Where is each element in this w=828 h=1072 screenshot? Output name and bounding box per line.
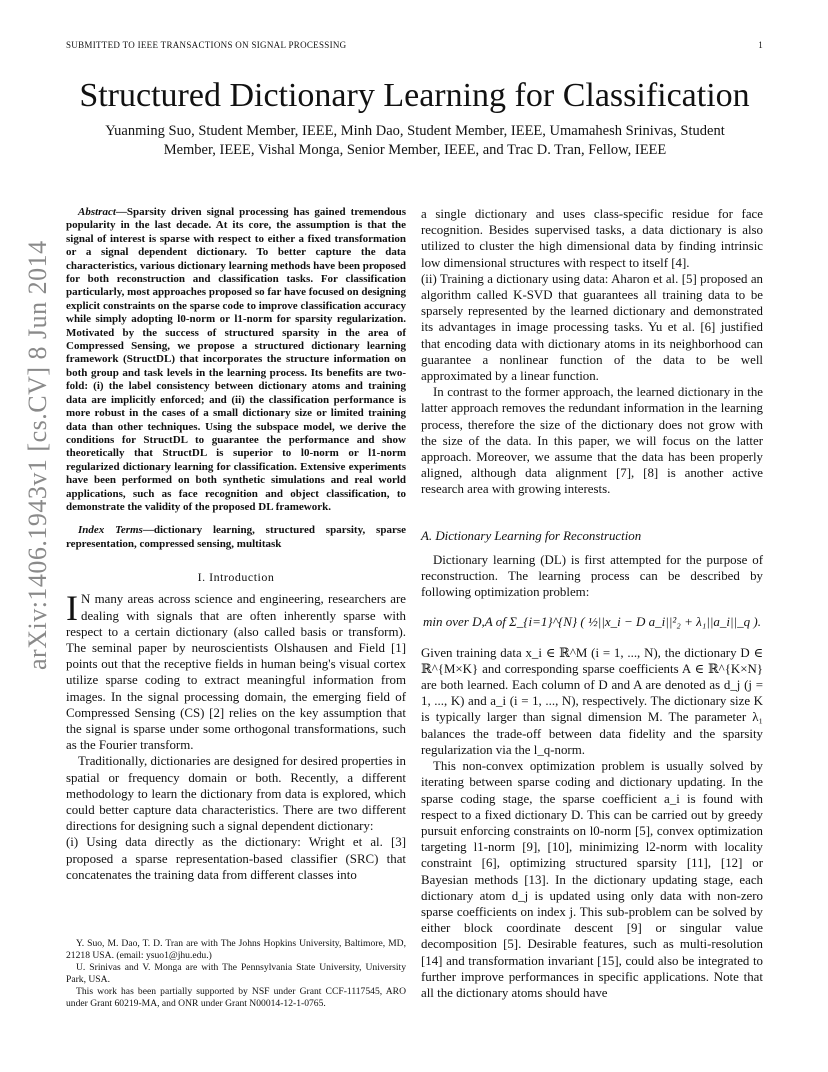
index-terms-heading: Index Terms [78, 524, 143, 537]
abstract-text: —Sparsity driven signal processing has gained tremendous popularity in the last decade. At its core, the assumption is that the signal of interest is sparse with respect to either a fixed transformation or a signal dependent dictionary. To better capture the data characteristics, various dictionary learning methods have been proposed for both reconstruction and classification tasks. For classification particularly, most approaches proposed so far have focused on designing explicit constraints on the sparse code to improve classification accuracy while simply adopting l0-norm or l1-norm for sparsity regularization. Motivated by the success of structured sparsity in the area of Compressed Sensing, we propose a structured dictionary learning framework (StructDL) that incorporates the structure information on both group and task levels in the learning process. Its benefits are two-fold: (i) the label consistency between dictionary atoms and training data are implicitly enforced; and (ii) the classification performance is more robust in the cases of a small dictionary size or limited training data than other techniques. Using the subspace model, we derive the conditions for StructDL to guarantee the performance and show theoretically that StructDL is superior to l0-norm or l1-norm regularized dictionary learning for classification. Extensive experiments have been performed on both synthetic simulations and real world applications, such as face recognition and object classification, to demonstrate the validity of the proposed DL framework. [66, 206, 406, 513]
section-heading-introduction: I. Introduction [197, 570, 275, 585]
author-list [80, 122, 750, 160]
paper-title: Structured Dictionary Learning for Classification [79, 77, 750, 114]
right-paragraph-5: Given training data x_i ∈ ℝ^M (i = 1, ..., N), the dictionary D ∈ ℝ^{M×K} and corresponding sparse coefficients A ∈ ℝ^{K×N} are both learned. Each column of D and A are denoted as d_j (j = 1, ..., K) and a_i (i = 1, ..., N), respectively. The dictionary size K is typically larger than signal dimension M. The parameter λ₁ balances the trade-off between data fidelity and the sparsity regularization via the l_q-norm. [421, 645, 763, 757]
intro-paragraph-3: (i) Using data directly as the dictionary: Wright et al. [3] proposed a sparse representation-based classifier (SRC) that concatenates the training data from different classes into [66, 835, 406, 882]
arxiv-stamp: arXiv:1406.1943v1 [cs.CV] 8 Jun 2014 [23, 240, 52, 670]
right-paragraph-6: This non-convex optimization problem is usually solved by iterating between sparse coding and dictionary updating. In the sparse coding stage, the sparse coefficient a_i is found with respect to a fixed dictionary D. This can be carried out by greedy pursuit enforcing constraints on l0-norm [5], convex optimization targeting l1-norm [9], [10], minimizing l2-norm with locality constraint [6], optimizing structured sparsity [11], [12] or Bayesian methods [13]. In the dictionary updating stage, each dictionary atom d_j is updated using only data with non-zero sparse coefficients on index j. This sub-problem can be solved by either block coordinate descent [9] or singular value decomposition [5]. Desirable features, such as multi-resolution [14] and transformation invariant [15], could also be integrated to further improve performances in specific applications. Note that all the dictionary atoms should have [421, 759, 763, 1000]
right-column [421, 206, 763, 1001]
footnote-affiliation-jhu: Y. Suo, M. Dao, T. D. Tran are with The Johns Hopkins University, Baltimore, MD, 21218 USA. (email: ysuo1@jhu.edu.) [66, 938, 406, 961]
footnotes [66, 938, 406, 1010]
running-head [66, 40, 763, 50]
intro-paragraph-2: Traditionally, dictionaries are designed for desired properties in spatial or frequency domain or both. Recently, a different methodology to learn the dictionary from data is explored, which could better capture data characteristics. There are two different directions for designing such a signal dependent dictionary: [66, 754, 406, 834]
left-column [66, 206, 406, 883]
right-paragraph-1: a single dictionary and uses class-specific residue for face recognition. Besides supervised tasks, a data dictionary is also utilized to cluster the high dimensional data by finding intrinsic low dimensional structures with respect to itself [4]. [421, 207, 763, 270]
footnote-funding: This work has been partially supported by NSF under Grant CCF-1117545, ARO under Grant 60219-MA, and ONR under Grant N00014-12-1-0765. [66, 986, 406, 1009]
index-terms-text: —dictionary learning, structured sparsity, sparse representation, compressed sensing, multitask [66, 524, 407, 550]
abstract [66, 206, 406, 514]
authors-line-2: Member, IEEE, Vishal Monga, Senior Member, IEEE, and Trac D. Tran, Fellow, IEEE [163, 142, 667, 158]
authors-line-1: Yuanming Suo, Student Member, IEEE, Minh Dao, Student Member, IEEE, Umamahesh Srinivas, Student [105, 123, 725, 139]
footnote-affiliation-psu: U. Srinivas and V. Monga are with The Pennsylvania State University, University Park, USA. [66, 962, 406, 985]
intro-paragraph-1 [66, 588, 406, 753]
right-paragraph-2: (ii) Training a dictionary using data: Aharon et al. [5] proposed an algorithm called K-SVD that guarantees all training data to be sparsely represented by the learned dictionary and demonstrated its advantages in image processing tasks. Yu et al. [6] justified that encoding data with dictionary atoms in its neighborhood can guarantee a nonlinear function of the data to be well approximated by a linear function. [421, 271, 763, 384]
right-paragraph-4: Dictionary learning (DL) is first attempted for the purpose of reconstruction. The learning process can be described by following optimization problem: [421, 552, 763, 600]
optimization-equation: min over D,A of Σ_{i=1}^{N} ( ½||x_i − D a_i||²₂ + λ₁||a_i||_q ). [423, 614, 761, 630]
subsection-heading-dl-reconstruction: A. Dictionary Learning for Reconstruction [421, 528, 642, 543]
intro-paragraph-1-text: N many areas across science and engineering, researchers are dealing with signals that are often inherently sparse with respect to a certain dictionary (also called basis or transform). The seminal paper by neuroscientists Olshausen and Field [1] points out that the receptive fields in human being's visual cortex utilize sparse coding to extract meaningful information from images. In the signal processing domain, the emerging field of Compressed Sensing (CS) [2] relies on the key assumption that the signal is sparse under some orthogonal transformations, such as the Fourier transform. [66, 592, 406, 753]
running-head-text: SUBMITTED TO IEEE TRANSACTIONS ON SIGNAL PROCESSING [66, 40, 347, 50]
drop-cap: I [66, 588, 78, 629]
right-paragraph-3: In contrast to the former approach, the learned dictionary in the latter approach removes the redundant information in the learning process, therefore the size of the dictionary does not grow with the size of the data. In this paper, we will focus on the latter approach. Moreover, we assume that the data has been properly aligned, although data alignment [7], [8] is another active research area with growing interests. [421, 385, 763, 497]
abstract-heading: Abstract [78, 206, 116, 218]
page-number: 1 [758, 40, 763, 50]
index-terms [66, 524, 406, 551]
